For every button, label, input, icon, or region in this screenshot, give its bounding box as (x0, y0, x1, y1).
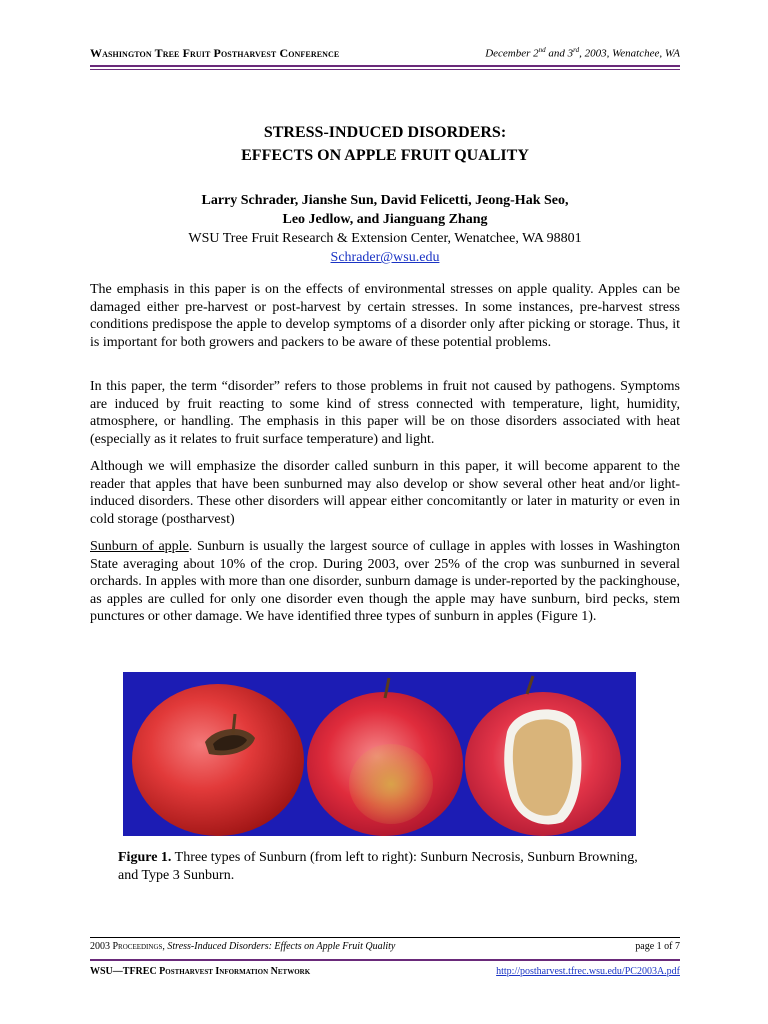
affiliation: WSU Tree Fruit Research & Extension Center, Wenatchee, WA 98801 (188, 231, 582, 246)
figure-1-image (123, 672, 636, 836)
figure-label: Figure 1. (118, 850, 172, 865)
apple-type-3-sunburn (465, 676, 621, 836)
title-line-2: EFFECTS ON APPLE FRUIT QUALITY (241, 147, 529, 164)
paragraph-4: Sunburn of apple. Sunburn is usually the largest source of cullage in apples with losses in Washington State averaging about 10% of the crop. During 2003, over 25% of the crop was sunburned in several orchards. In apples with more than one disorder, sunburn damage is under-reported by the packinghouse, as apples are culled for only one disorder even though the apple may have sunburn, bird pecks, stem punctures or other damage. We have identified three types of sunburn in apples (Figure 1). (90, 539, 680, 624)
author-line-1: Larry Schrader, Jianshe Sun, David Felicetti, Jeong-Hak Seo, (201, 193, 569, 208)
apples-illustration (123, 672, 636, 836)
caption-text: Three types of Sunburn (from left to right): Sunburn Necrosis, Sunburn Browning, and Type 3 Sunburn. (118, 850, 638, 883)
header-rule-thin (90, 69, 680, 70)
proceedings-citation: 2003 Proceedings, Stress-Induced Disorders: Effects on Apple Fruit Quality (90, 941, 396, 952)
conference-date: December 2nd and 3rd, 2003, Wenatchee, WA (485, 46, 680, 60)
author-block (90, 191, 680, 267)
paragraph-3: Although we will emphasize the disorder called sunburn in this paper, it will become apparent to the reader that apples that have been sunburned may also develop or show several other heat and/or light-induced disorders. These other disorders will appear either concomitantly or later in maturity or even in cold storage (postharvest) (90, 459, 680, 527)
pdf-url-link[interactable]: http://postharvest.tfrec.wsu.edu/PC2003A.pdf (496, 966, 680, 977)
section-heading-sunburn: Sunburn of apple (90, 539, 189, 554)
paragraph-2: In this paper, the term “disorder” refers to those problems in fruit not caused by pathogens. Symptoms are induced by fruit reacting to some kind of stress connected with temperature, light, humidity, atmosphere, or handling. The emphasis in this paper will be on those disorders associated with heat (especially as it relates to fruit surface temperature) and light. (90, 379, 680, 447)
running-header (90, 44, 680, 64)
conference-name: Washington Tree Fruit Postharvest Conference (90, 46, 340, 60)
page-number: page 1 of 7 (635, 941, 680, 952)
paper-title (90, 121, 680, 167)
header-rule (90, 65, 680, 67)
title-line-1: STRESS-INDUCED DISORDERS: (263, 124, 507, 141)
footer-rule-purple (90, 959, 680, 961)
email-link[interactable]: Schrader@wsu.edu (330, 250, 440, 265)
figure-caption (118, 849, 638, 885)
paragraph-1: The emphasis in this paper is on the effects of environmental stresses on apple quality. Apples can be damaged either pre-harvest or post-harvest by certain stresses. In some instances, pre-harvest stress conditions predispose the apple to develop symptoms of a disorder only after picking or storage. Thus, it is important for both growers and packers to be aware of these potential problems. (90, 282, 680, 350)
network-name: WSU—TFREC Postharvest Information Network (90, 966, 311, 977)
footer-rule-top (90, 937, 680, 938)
author-line-2: Leo Jedlow, and Jianguang Zhang (282, 212, 488, 227)
apple-sunburn-browning (307, 678, 463, 836)
apple-sunburn-necrosis (132, 684, 304, 836)
